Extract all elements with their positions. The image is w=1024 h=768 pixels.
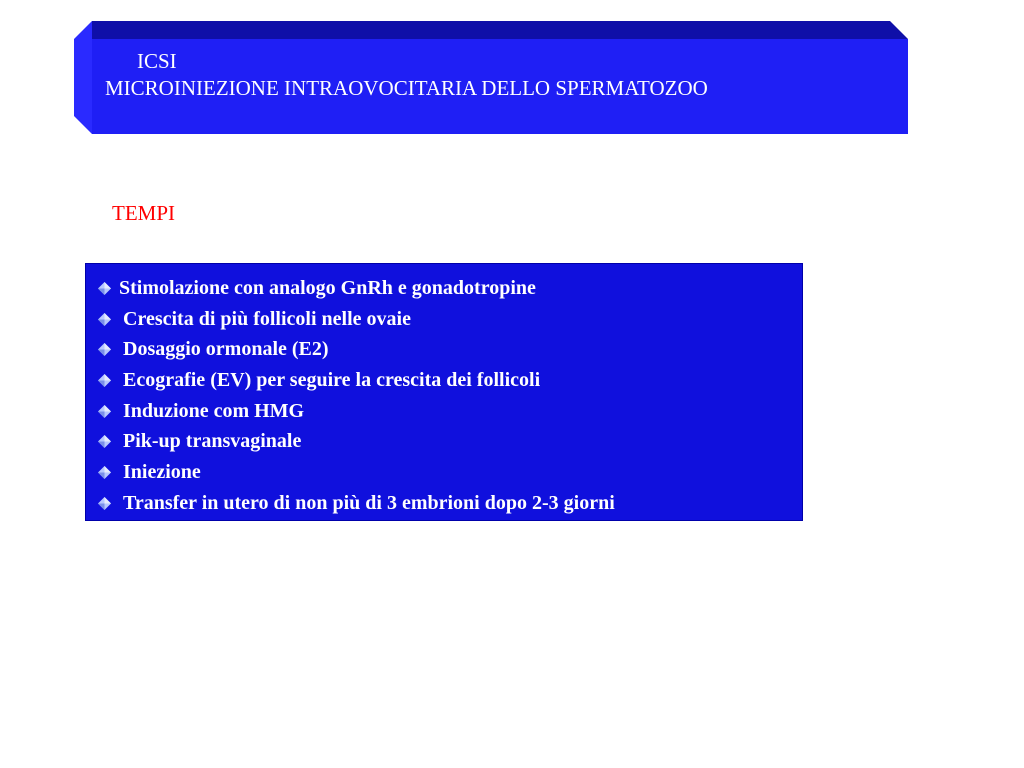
list-item-text: Dosaggio ormonale (E2) [123, 338, 329, 361]
list-item [98, 334, 615, 365]
steps-box [85, 263, 803, 521]
diamond-bullet-icon [98, 313, 111, 326]
list-item [98, 426, 615, 457]
diamond-bullet-icon [98, 497, 111, 510]
diamond-bullet-icon [98, 466, 111, 479]
list-item [98, 488, 615, 519]
list-item-text: Ecografie (EV) per seguire la crescita dei follicoli [123, 368, 541, 391]
diamond-bullet-icon [98, 435, 111, 448]
list-item [98, 396, 615, 427]
title-full: MICROINIEZIONE INTRAOVOCITARIA DELLO SPERMATOZOO [105, 76, 708, 100]
diamond-bullet-icon [98, 343, 111, 356]
list-item [98, 457, 615, 488]
steps-list [98, 273, 615, 519]
list-item-text: Induzione com HMG [123, 399, 305, 422]
list-item-text: Pik-up transvaginale [123, 430, 302, 453]
title-acronym: ICSI [137, 49, 177, 73]
section-heading: TEMPI [112, 201, 175, 225]
diamond-bullet-icon [98, 282, 111, 295]
page-title [105, 48, 708, 102]
list-item [98, 273, 615, 304]
title-box [74, 21, 908, 134]
list-item [98, 304, 615, 335]
list-item-text: Crescita di più follicoli nelle ovaie [123, 307, 411, 330]
list-item-text: Iniezione [123, 460, 201, 483]
list-item-text: Transfer in utero di non più di 3 embrioni dopo 2-3 giorni [123, 491, 615, 514]
diamond-bullet-icon [98, 374, 111, 387]
diamond-bullet-icon [98, 405, 111, 418]
list-item [98, 365, 615, 396]
list-item-text: Stimolazione con analogo GnRh e gonadotropine [119, 276, 536, 299]
